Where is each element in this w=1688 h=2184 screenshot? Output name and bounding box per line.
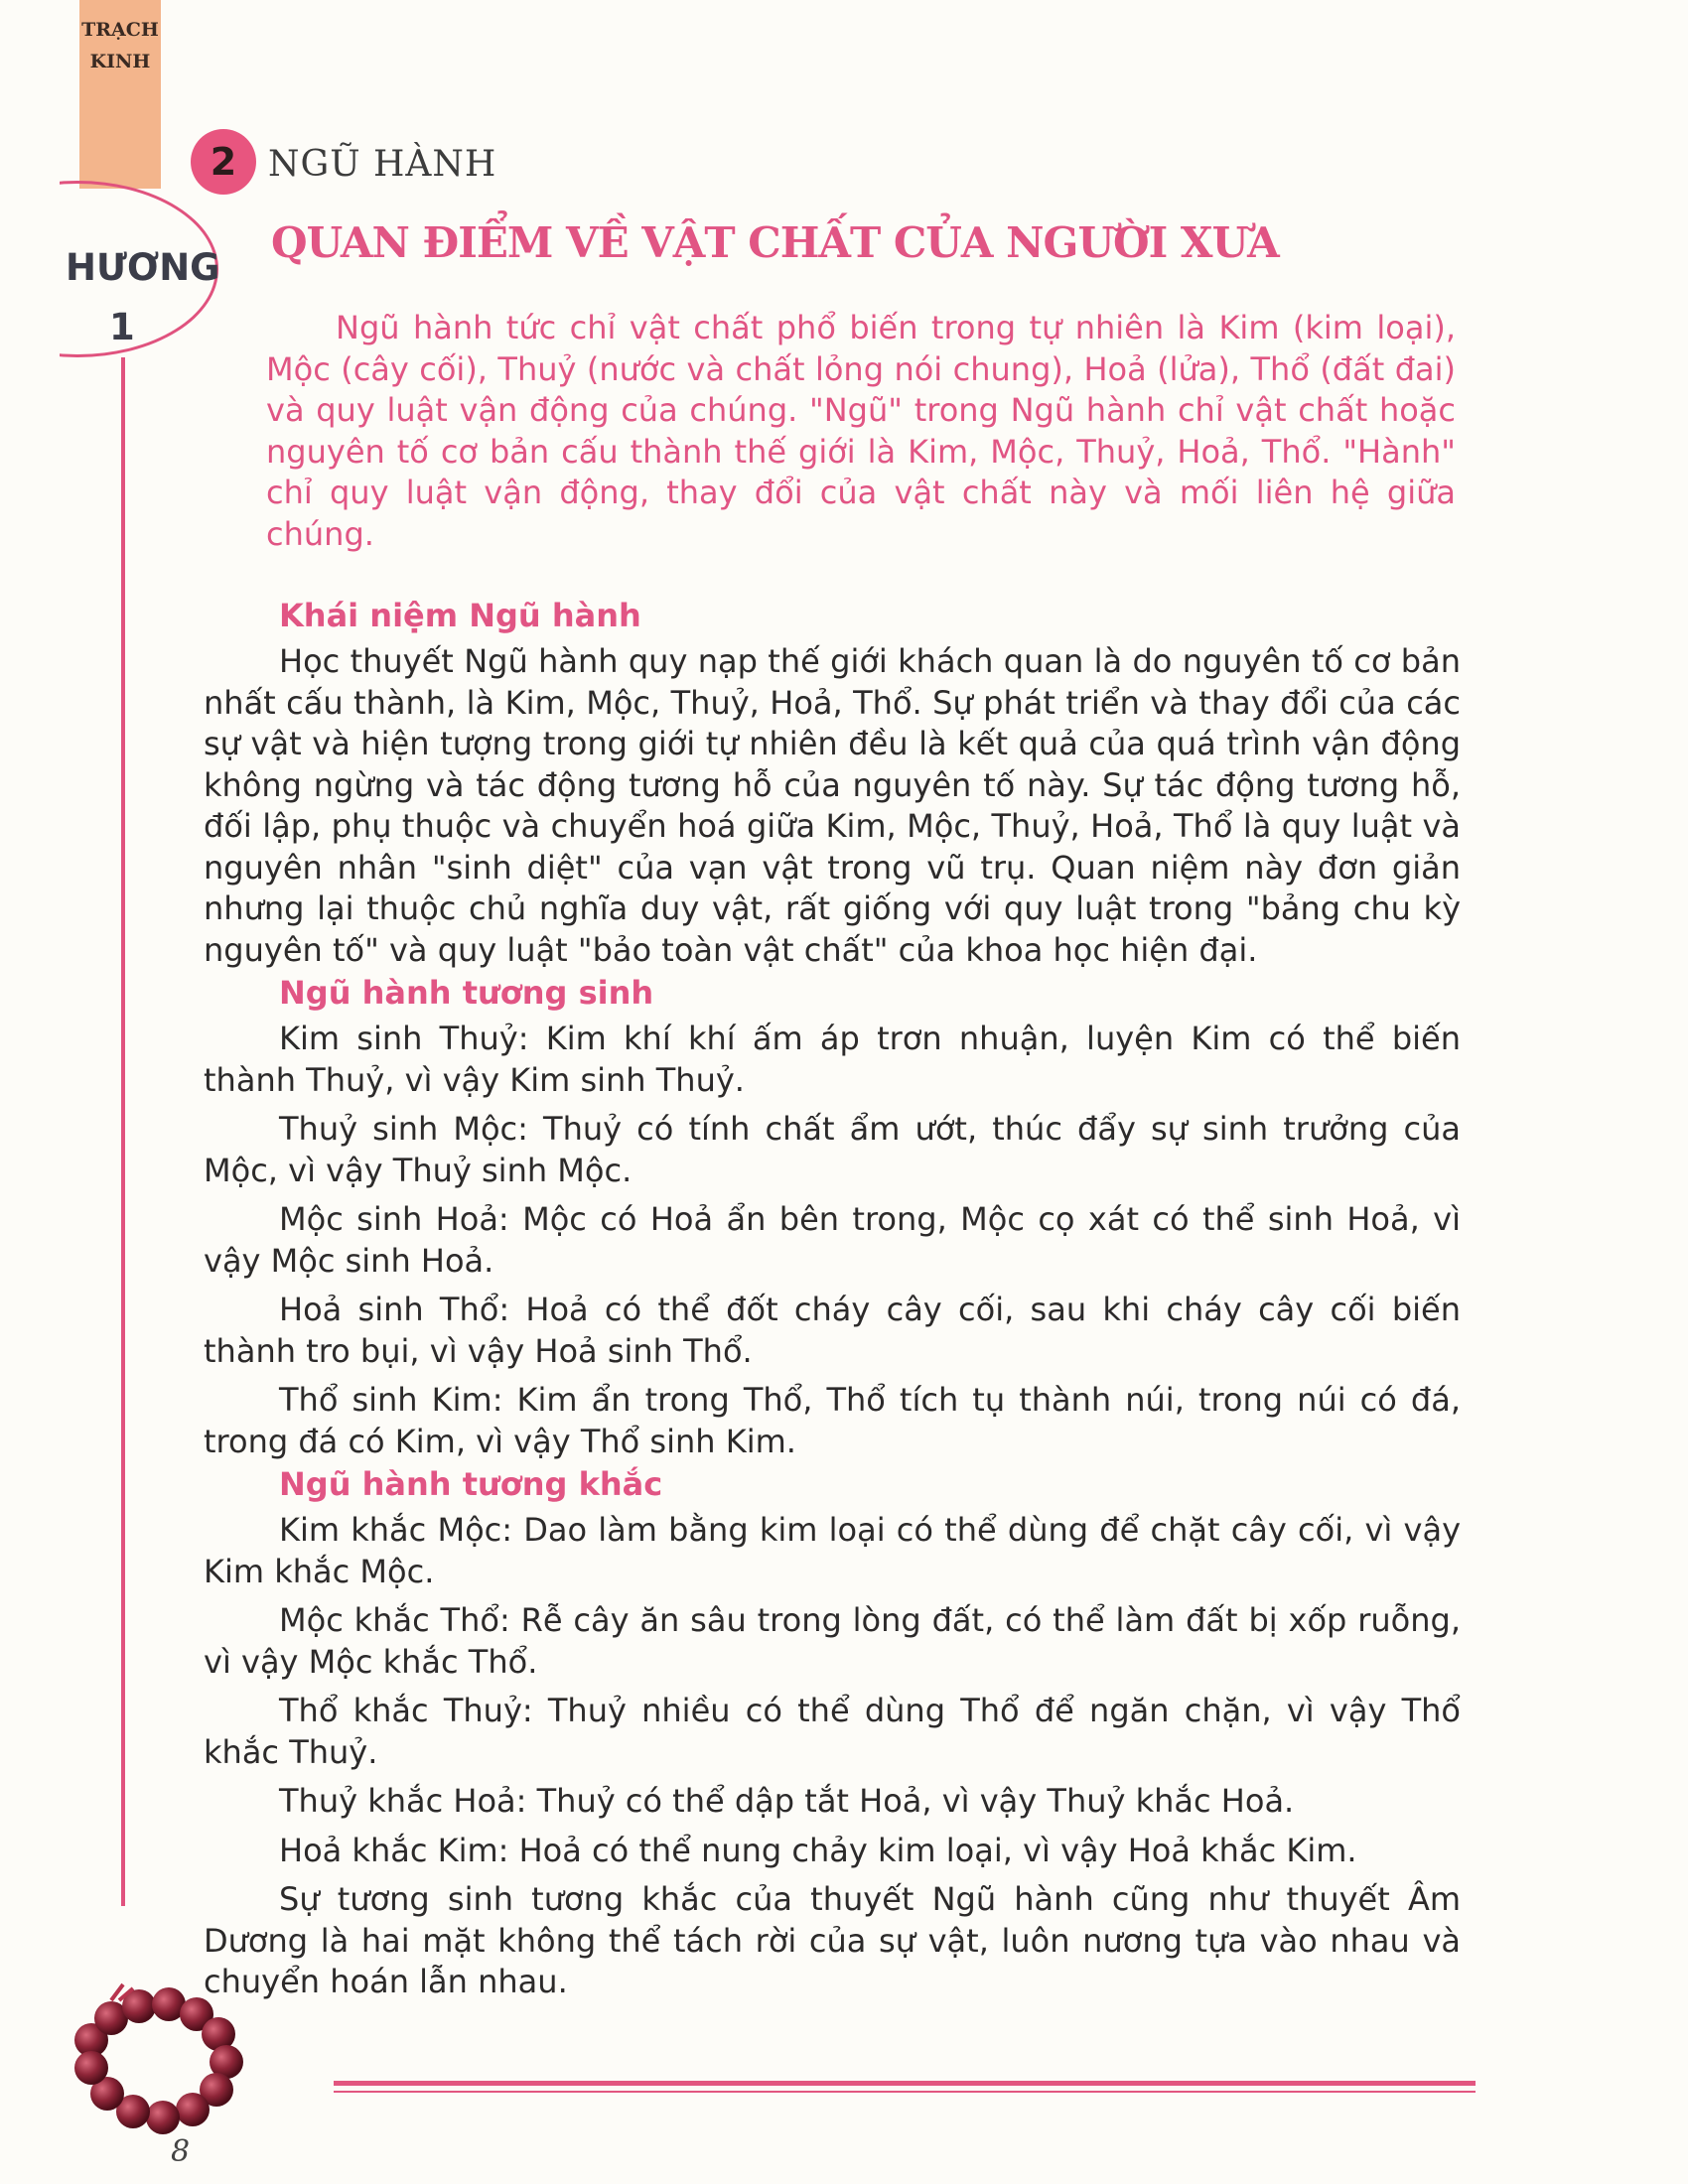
section-heading-generating: Ngũ hành tương sinh bbox=[279, 974, 654, 1012]
paragraph: Hoả khắc Kim: Hoả có thể nung chảy kim loại, vì vậy Hoả khắc Kim. bbox=[279, 1831, 1357, 1869]
page-number: 8 bbox=[171, 2134, 191, 2169]
section-heading-concept: Khái niệm Ngũ hành bbox=[279, 597, 641, 634]
paragraph: Thổ khắc Thuỷ: Thuỷ nhiều có thể dùng Thổ để ngăn chặn, vì vậy Thổ khắc Thuỷ. bbox=[204, 1692, 1461, 1771]
tab-line-2: KINH bbox=[89, 51, 151, 72]
footer-rule-thin bbox=[334, 2091, 1476, 2093]
chapter-vertical-line bbox=[121, 357, 125, 1906]
section-number-badge: 2 bbox=[191, 129, 256, 195]
tab-label bbox=[79, 14, 161, 77]
paragraph: Thổ sinh Kim: Kim ẩn trong Thổ, Thổ tích tụ thành núi, trong núi có đá, trong đá có Kim, vì vậy Thổ sinh Kim. bbox=[204, 1381, 1461, 1460]
paragraph: Hoả sinh Thổ: Hoả có thể đốt cháy cây cối, sau khi cháy cây cối biến thành tro bụi, vì vậy Hoả sinh Thổ. bbox=[204, 1291, 1461, 1370]
body-text bbox=[204, 594, 1461, 2003]
footer-rule bbox=[334, 2081, 1476, 2086]
paragraph: Kim khắc Mộc: Dao làm bằng kim loại có thể dùng để chặt cây cối, vì vậy Kim khắc Mộc. bbox=[204, 1511, 1461, 1590]
tab-line-1: TRẠCH bbox=[81, 19, 159, 41]
page-edge bbox=[0, 0, 60, 2184]
bead-bracelet-icon bbox=[71, 1971, 250, 2139]
paragraph: Kim sinh Thuỷ: Kim khí khí ấm áp trơn nhuận, luyện Kim có thể biến thành Thuỷ, vì vậy Kim sinh Thuỷ. bbox=[204, 1020, 1461, 1099]
section-heading-overcoming: Ngũ hành tương khắc bbox=[279, 1465, 663, 1503]
paragraph: Mộc khắc Thổ: Rễ cây ăn sâu trong lòng đất, có thể làm đất bị xốp ruỗng, vì vậy Mộc khắc Thổ. bbox=[204, 1601, 1461, 1681]
section-label: NGŨ HÀNH bbox=[268, 144, 497, 185]
chapter-title: HƯƠNG bbox=[66, 246, 220, 289]
paragraph: Học thuyết Ngũ hành quy nạp thế giới khách quan là do nguyên tố cơ bản nhất cấu thành, là Kim, Mộc, Thuỷ, Hoả, Thổ. Sự phát triển và thay đổi của các sự vật và hiện tượng trong giới tự nhiên đều là kết quả của quá trình vận động không ngừng và tác động tương hỗ của nguyên tố này. Sự tác động tương hỗ, đối lập, phụ thuộc và chuyển hoá giữa Kim, Mộc, Thuỷ, Hoả, Thổ là quy luật và nguyên nhân "sinh diệt" của vạn vật trong vũ trụ. Quan niệm này đơn giản nhưng lại thuộc chủ nghĩa duy vật, rất giống với quy luật trong "bảng chu kỳ nguyên tố" và quy luật "bảo toàn vật chất" của khoa học hiện đại. bbox=[204, 642, 1461, 969]
paragraph: Thuỷ khắc Hoả: Thuỷ có thể dập tắt Hoả, vì vậy Thuỷ khắc Hoả. bbox=[279, 1782, 1295, 1820]
paragraph: Thuỷ sinh Mộc: Thuỷ có tính chất ẩm ướt, thúc đẩy sự sinh trưởng của Mộc, vì vậy Thuỷ sinh Mộc. bbox=[204, 1110, 1461, 1189]
intro-paragraph: Ngũ hành tức chỉ vật chất phổ biến trong tự nhiên là Kim (kim loại), Mộc (cây cối), Thuỷ (nước và chất lỏng nói chung), Hoả (lửa), Thổ (đất đai) và quy luật vận động của chúng. "Ngũ" trong Ngũ hành chỉ vật chất hoặc nguyên tố cơ bản cấu thành thế giới là Kim, Mộc, Thuỷ, Hoả, Thổ. "Hành" chỉ quy luật vận động, thay đổi của vật chất này và mối liên hệ giữa chúng. bbox=[266, 309, 1456, 553]
chapter-number: 1 bbox=[109, 306, 135, 348]
paragraph: Sự tương sinh tương khắc của thuyết Ngũ hành cũng như thuyết Âm Dương là hai mặt không thể tách rời của sự vật, luôn nương tựa vào nhau và chuyển hoán lẫn nhau. bbox=[204, 1880, 1461, 2000]
page-title: QUAN ĐIỂM VỀ VẬT CHẤT CỦA NGƯỜI XƯA bbox=[271, 218, 1279, 267]
paragraph: Mộc sinh Hoả: Mộc có Hoả ẩn bên trong, Mộc cọ xát có thể sinh Hoả, vì vậy Mộc sinh Hoả. bbox=[204, 1200, 1461, 1280]
